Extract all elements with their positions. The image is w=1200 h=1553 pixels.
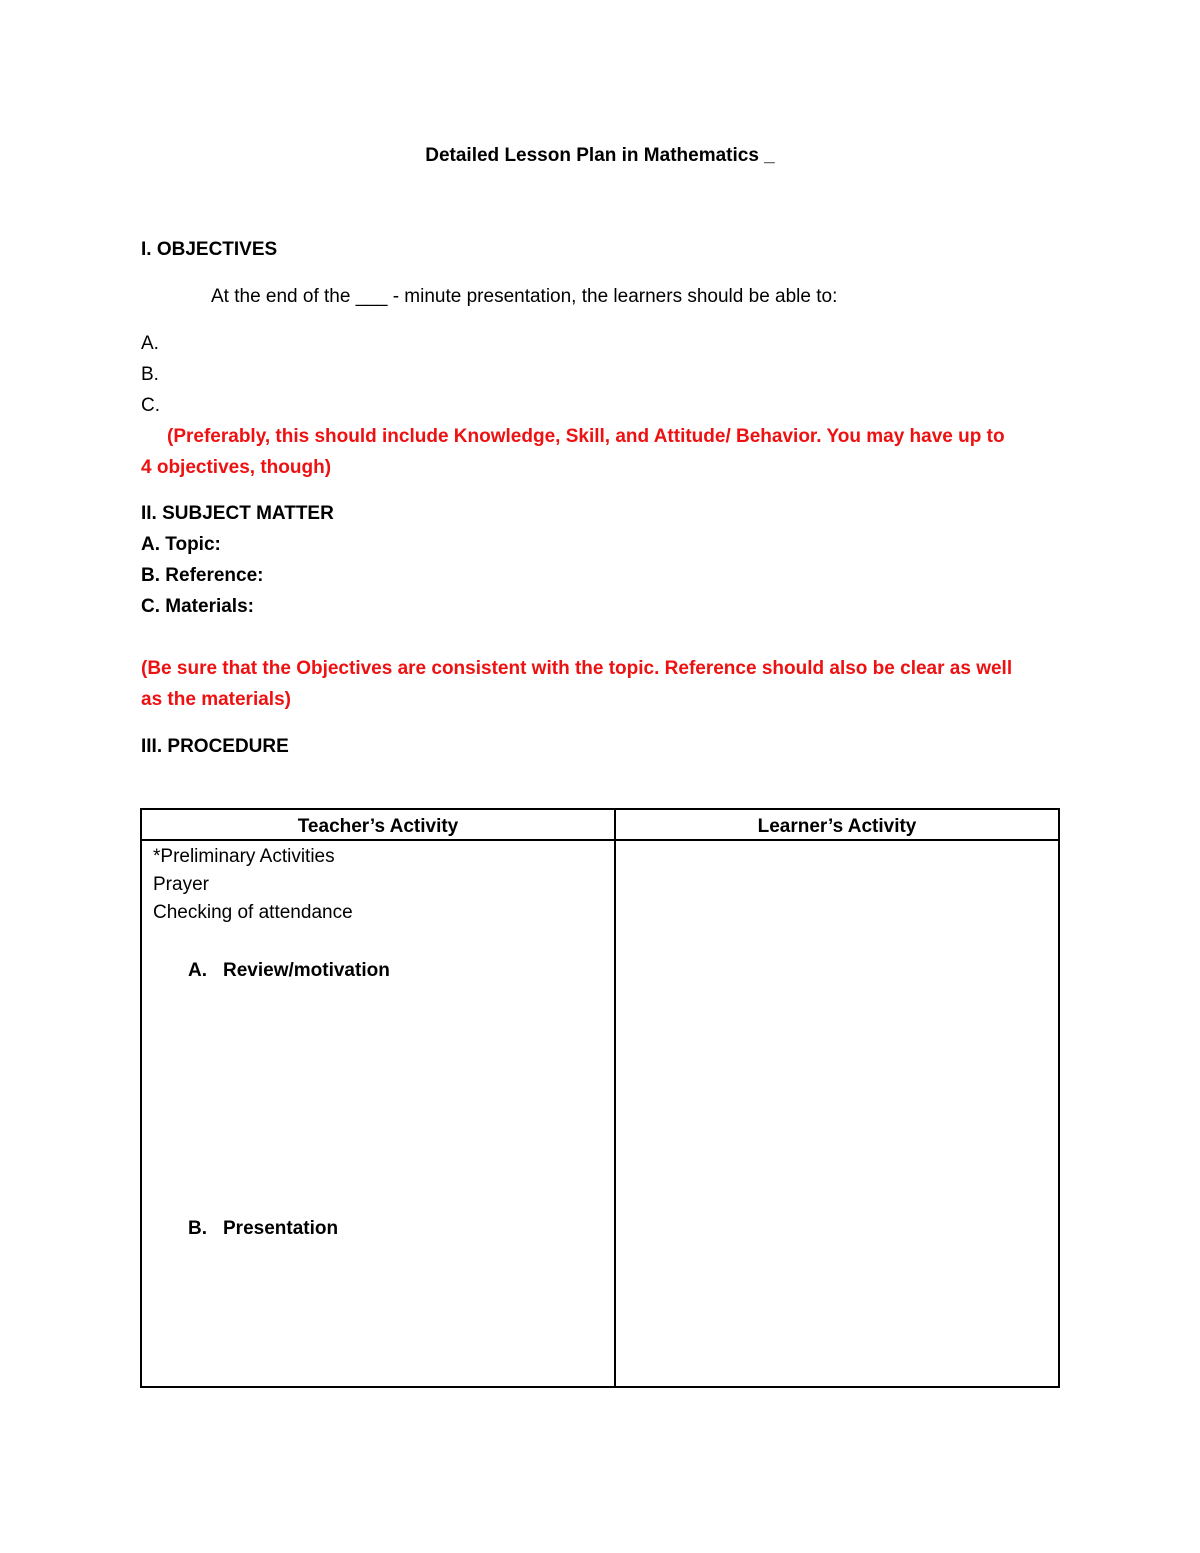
header-learner-activity: Learner’s Activity	[757, 816, 917, 837]
subject-reference: B. Reference:	[141, 565, 264, 586]
subject-topic: A. Topic:	[141, 534, 221, 555]
objectives-intro: At the end of the ___ - minute presentation, the learners should be able to:	[211, 286, 838, 307]
teacher-line-preliminary: *Preliminary Activities	[153, 846, 335, 867]
objective-item-c: C.	[141, 395, 160, 416]
procedure-table	[140, 808, 1060, 1388]
teacher-line-attendance: Checking of attendance	[153, 902, 353, 923]
objectives-note-line1: (Preferably, this should include Knowledge, Skill, and Attitude/ Behavior. You may have up to	[167, 426, 1005, 447]
objective-item-b: B.	[141, 364, 159, 385]
subject-materials: C. Materials:	[141, 596, 254, 617]
objectives-heading: I. OBJECTIVES	[141, 239, 278, 260]
page-title: Detailed Lesson Plan in Mathematics _	[425, 145, 775, 166]
objective-item-a: A.	[141, 333, 159, 354]
learner-activity-cell[interactable]	[616, 840, 1058, 1386]
section-b-label: Presentation	[223, 1218, 339, 1239]
objectives-note-line2: 4 objectives, though)	[141, 457, 332, 478]
subject-matter-heading: II. SUBJECT MATTER	[141, 503, 334, 524]
header-teacher-activity: Teacher’s Activity	[297, 816, 459, 837]
teacher-line-prayer: Prayer	[153, 874, 209, 895]
section-a-letter: A.	[188, 960, 207, 981]
section-b-letter: B.	[188, 1218, 207, 1239]
procedure-heading: III. PROCEDURE	[141, 736, 289, 757]
section-a-label: Review/motivation	[223, 960, 390, 981]
subject-note-line1: (Be sure that the Objectives are consistent with the topic. Reference should also be clear as well	[141, 658, 1013, 679]
subject-note-line2: as the materials)	[141, 689, 291, 710]
